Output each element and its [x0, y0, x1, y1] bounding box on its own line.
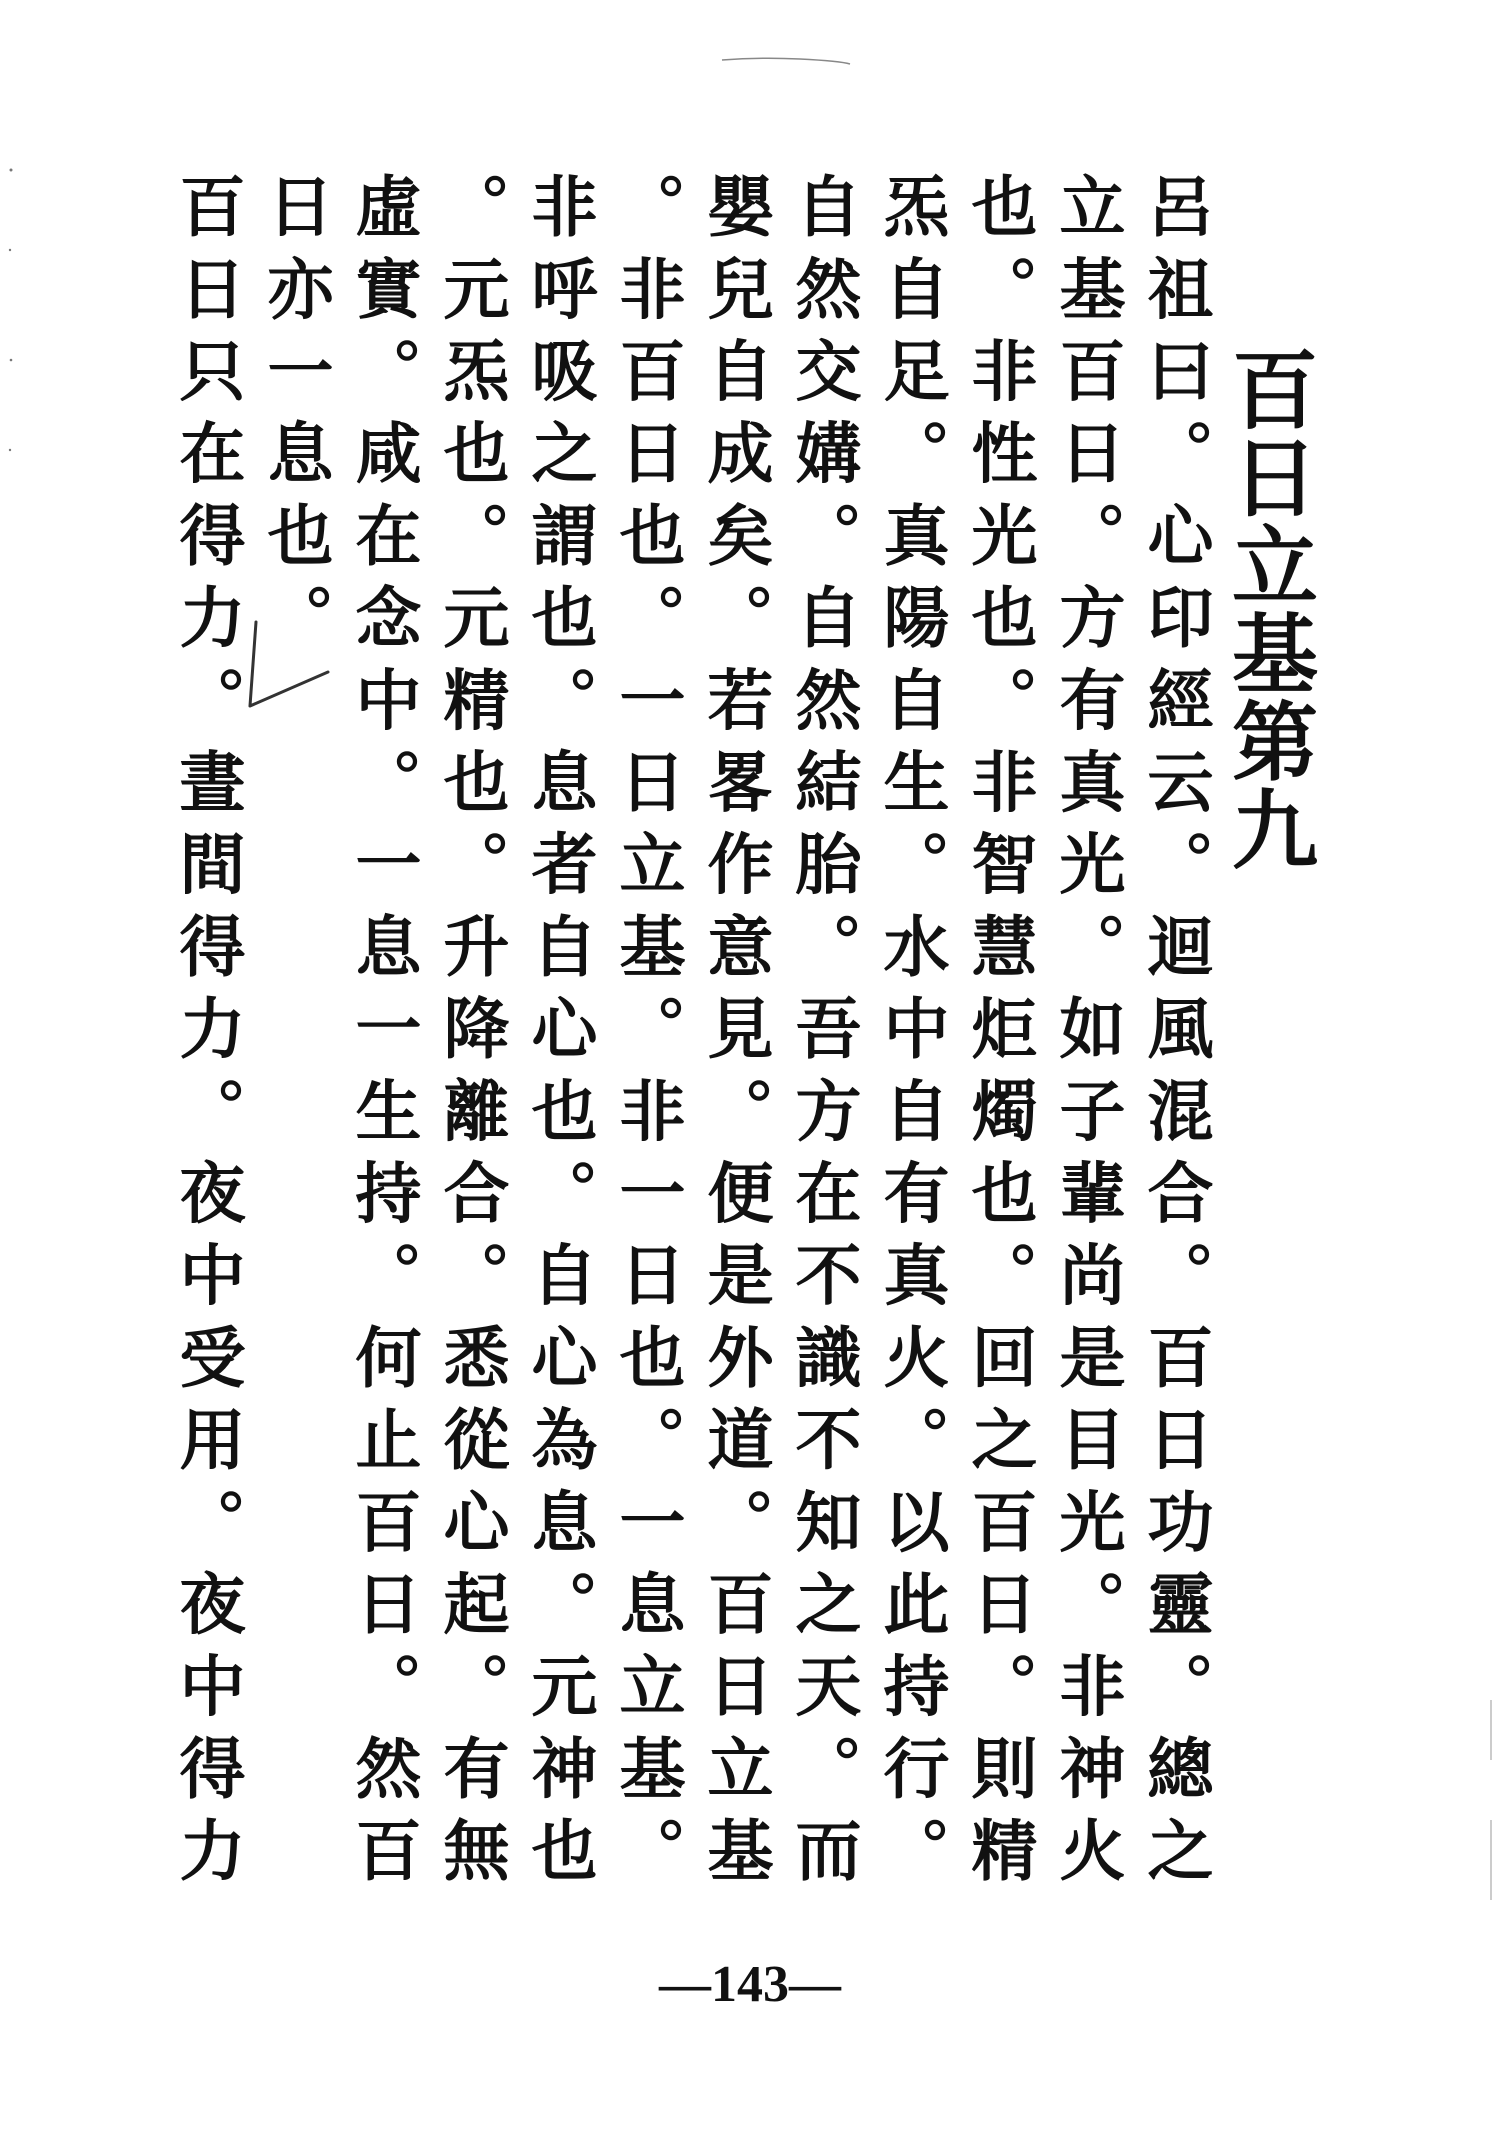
pencil-check-mark: [228, 610, 338, 720]
text-column-9: 。元炁也。元精也。升降離合。悉從心起。有無: [432, 172, 510, 1899]
text-column-2: 立基百日。方有真光。如子輩尚是目光。非神火: [1048, 172, 1126, 1899]
text-column-1: 呂祖曰。心印經云。迴風混合。百日功靈。總之: [1136, 172, 1214, 1899]
text-column-8: 非呼吸之謂也。息者自心也。自心為息。元神也: [520, 172, 598, 1899]
text-column-3: 也。非性光也。非智慧炬燭也。回之百日。則精: [960, 172, 1038, 1899]
text-column-11: 日亦一息也。: [256, 172, 334, 666]
text-column-6: 嬰兒自成矣。若畧作意見。便是外道。百日立基: [696, 172, 774, 1899]
ink-smudge: [720, 54, 860, 68]
text-column-5: 自然交媾。自然結胎。吾方在不識不知之天。而: [784, 172, 862, 1899]
page-number: —143—: [659, 1956, 841, 2013]
text-column-4: 炁自足。真陽自生。水中自有真火。以此持行。: [872, 172, 950, 1899]
text-column-10: 虛實。咸在念中。一息一生持。何止百日。然百: [344, 172, 422, 1899]
text-column-7: 。非百日也。一日立基。非一日也。一息立基。: [608, 172, 686, 1899]
scan-edge-marks: [8, 160, 14, 460]
chapter-title: 百日立基第九: [1217, 345, 1317, 873]
text-column-12: 百日只在得力。晝間得力。夜中受用。夜中得力: [168, 172, 246, 1899]
